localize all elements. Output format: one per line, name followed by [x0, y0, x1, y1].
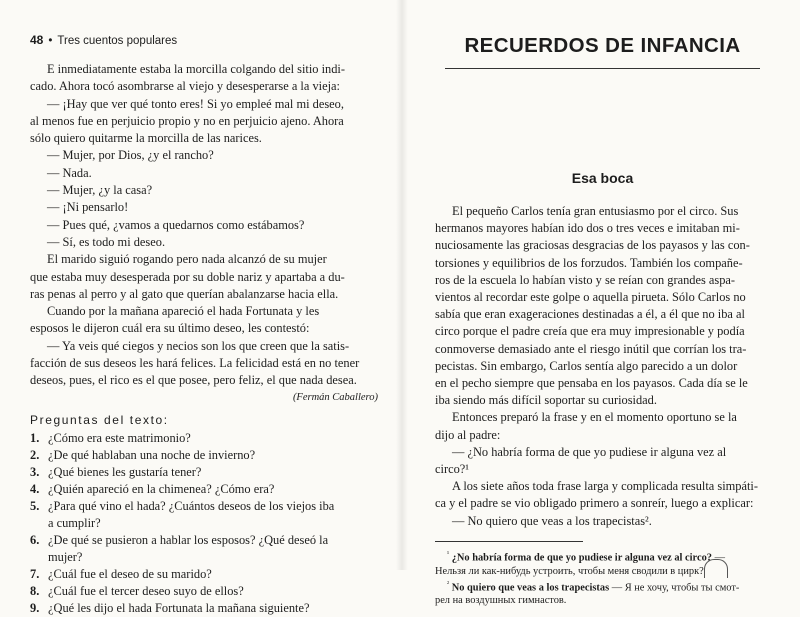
text-line: A los siete años toda frase larga y complicada resulta simpáti-	[452, 479, 759, 494]
text-line: ras penas al perro y al gato que querían abalanzarse hacia ella.	[30, 286, 339, 301]
question-text: ¿Cuál fue el tercer deseo suyo de ellos?	[48, 583, 244, 598]
footnote-line: рел на воздушных гимнастов.	[435, 595, 567, 607]
question-text: ¿Para qué vino el hada? ¿Cuántos deseos de los viejos iba	[48, 498, 335, 513]
question-number: 2.	[30, 447, 40, 462]
chapter-title-rule	[445, 68, 760, 69]
question-text: ¿Cómo era este matrimonio?	[48, 430, 191, 445]
story-text-right	[435, 203, 770, 530]
question-text: mujer?	[48, 549, 83, 564]
text-line: El marido siguió rogando pero nada alcanzó de su mujer	[47, 252, 327, 267]
question-text: a cumplir?	[48, 515, 101, 530]
text-line: vientos al recordar este golpe o aquella pirueta. Sólo Carlos no	[435, 290, 746, 305]
question-text: ¿Qué bienes les gustaría tener?	[48, 464, 202, 479]
text-line: — ¡Hay que ver qué tonto eres! Si yo empleé mal mi deseo,	[47, 96, 344, 111]
text-line: ros de la escuela lo habían visto y se reían con grandes aspa-	[435, 272, 736, 287]
footnote-translation: —	[711, 552, 725, 564]
question-text: ¿Qué les dijo el hada Fortunata la mañana siguiente?	[48, 600, 310, 615]
footnote-line	[435, 578, 770, 595]
text-line: al menos fue en perjuicio propio y no en perjuicio ajeno. Ahora	[30, 113, 344, 128]
running-head-separator: •	[48, 35, 53, 47]
question-number: 8.	[30, 583, 40, 598]
footnote-line: Нельзя ли как-нибудь устроить, чтобы меня сводили в цирк?	[435, 565, 704, 577]
footnote-translation: — Я не хочу, чтобы ты смот-	[609, 582, 740, 594]
text-line: — ¡Ni pensarlo!	[47, 200, 129, 215]
left-page	[0, 0, 400, 615]
text-line: nuciosamente las graciosas desgracias de los payasos y las con-	[435, 238, 750, 253]
footnote-phrase: No quiero que veas a los trapecistas	[451, 582, 610, 594]
question-number: 6.	[30, 532, 40, 547]
question-number: 1.	[30, 430, 40, 445]
text-line: El pequeño Carlos tenía gran entusiasmo por el circo. Sus	[452, 204, 739, 218]
question-number: 4.	[30, 481, 40, 496]
text-line: circo?¹	[435, 462, 469, 477]
question-number: 7.	[30, 566, 40, 581]
text-line: — Pues qué, ¿vamos a quedarnos como estábamos?	[47, 217, 305, 232]
footnote-rule	[435, 541, 583, 542]
question-item	[30, 464, 378, 481]
right-page	[400, 0, 800, 607]
question-item	[30, 566, 378, 583]
question-text: ¿Quién apareció en la chimenea? ¿Cómo era?	[48, 481, 275, 496]
footnote-mark: ¹	[447, 549, 450, 558]
question-item	[30, 430, 378, 447]
text-line: E inmediatamente estaba la morcilla colgando del sitio indi-	[47, 62, 345, 76]
running-head	[30, 33, 378, 47]
chapter-title: RECUERDOS DE INFANCIA	[464, 34, 741, 57]
section-title: Esa boca	[571, 170, 634, 186]
book-title: Tres cuentos populares	[57, 35, 178, 47]
text-line: circo porque el padre creía que era muy impresionable y podía	[435, 324, 745, 339]
text-line: dijo al padre:	[435, 427, 501, 442]
text-line: Entonces preparó la frase y en el momento oportuno se la	[452, 410, 737, 425]
question-number: 3.	[30, 464, 40, 479]
question-item	[30, 447, 378, 464]
text-line: sabía que eran exageraciones destinadas a él, a él que no iba al	[435, 307, 745, 322]
question-text: ¿Cuál fue el deseo de su marido?	[48, 566, 212, 581]
question-number: 9.	[30, 600, 40, 615]
text-line: — No quiero que veas a los trapecistas².	[452, 513, 652, 528]
text-line: sólo quiero quitarme la morcilla de las narices.	[30, 131, 262, 146]
page-corner-mark	[704, 559, 728, 578]
footnote-mark: ²	[447, 579, 450, 588]
text-line: conmoverse demasiado ante el riesgo inútil que corrían los tra-	[435, 341, 747, 356]
questions-heading: Preguntas del texto:	[30, 412, 169, 427]
text-line: cado. Ahora tocó asombrarse al viejo y desesperarse a la vieja:	[30, 79, 340, 94]
text-line: Cuando por la mañana apareció el hada Fortunata y les	[47, 304, 320, 319]
text-line: — Sí, es todo mi deseo.	[47, 234, 166, 249]
question-item	[30, 532, 378, 566]
question-item	[30, 498, 378, 532]
text-line: — Mujer, por Dios, ¿y el rancho?	[47, 148, 214, 163]
text-line: esposos le dijeron cuál era su último deseo, les contestó:	[30, 321, 310, 336]
text-line: que estaba muy desesperada por su doble nariz y apartaba a du-	[30, 269, 345, 284]
question-text: ¿De qué se pusieron a hablar los esposos? ¿Qué deseó la	[48, 532, 329, 547]
question-item	[30, 600, 378, 617]
story-text	[30, 61, 378, 390]
footnote-phrase: ¿No habría forma de que yo pudiese ir alguna vez al circo?	[451, 552, 712, 564]
question-text: ¿De qué hablaban una noche de invierno?	[48, 447, 256, 462]
text-line: — ¿No habría forma de que yo pudiese ir alguna vez al	[452, 444, 727, 459]
text-line: facción de sus deseos les hará felices. La felicidad está en no tener	[30, 356, 360, 371]
question-item	[30, 481, 378, 498]
text-line: ca y el padre se vio obligado primero a sonreír, luego a explicar:	[435, 496, 754, 511]
text-line: torsiones y equilibrios de los forzudos. También los compañe-	[435, 255, 743, 270]
page-number: 48	[30, 33, 44, 47]
attribution: (Fermán Caballero)	[292, 391, 378, 403]
text-line: deseos, pues, el rico es el que posee, pero feliz, el que nada desea.	[30, 373, 357, 388]
text-line: — Ya veis qué ciegos y necios son los que creen que la satis-	[47, 338, 350, 353]
text-line: — Nada.	[47, 165, 92, 180]
question-item	[30, 583, 378, 600]
text-line: en el pecho siempre que pensaba en los payasos. Cada día se le	[435, 376, 748, 391]
text-line: — Mujer, ¿y la casa?	[47, 183, 153, 198]
text-line: pecistas. Sin embargo, Carlos sentía algo parecido a un dolor	[435, 358, 738, 373]
text-line: hermanos mayores habían ido dos o tres veces e imitaban mi-	[435, 221, 740, 236]
questions-list	[30, 430, 378, 617]
text-line: iba siendo más difícil soportar su curiosidad.	[435, 393, 657, 408]
question-number: 5.	[30, 498, 40, 513]
